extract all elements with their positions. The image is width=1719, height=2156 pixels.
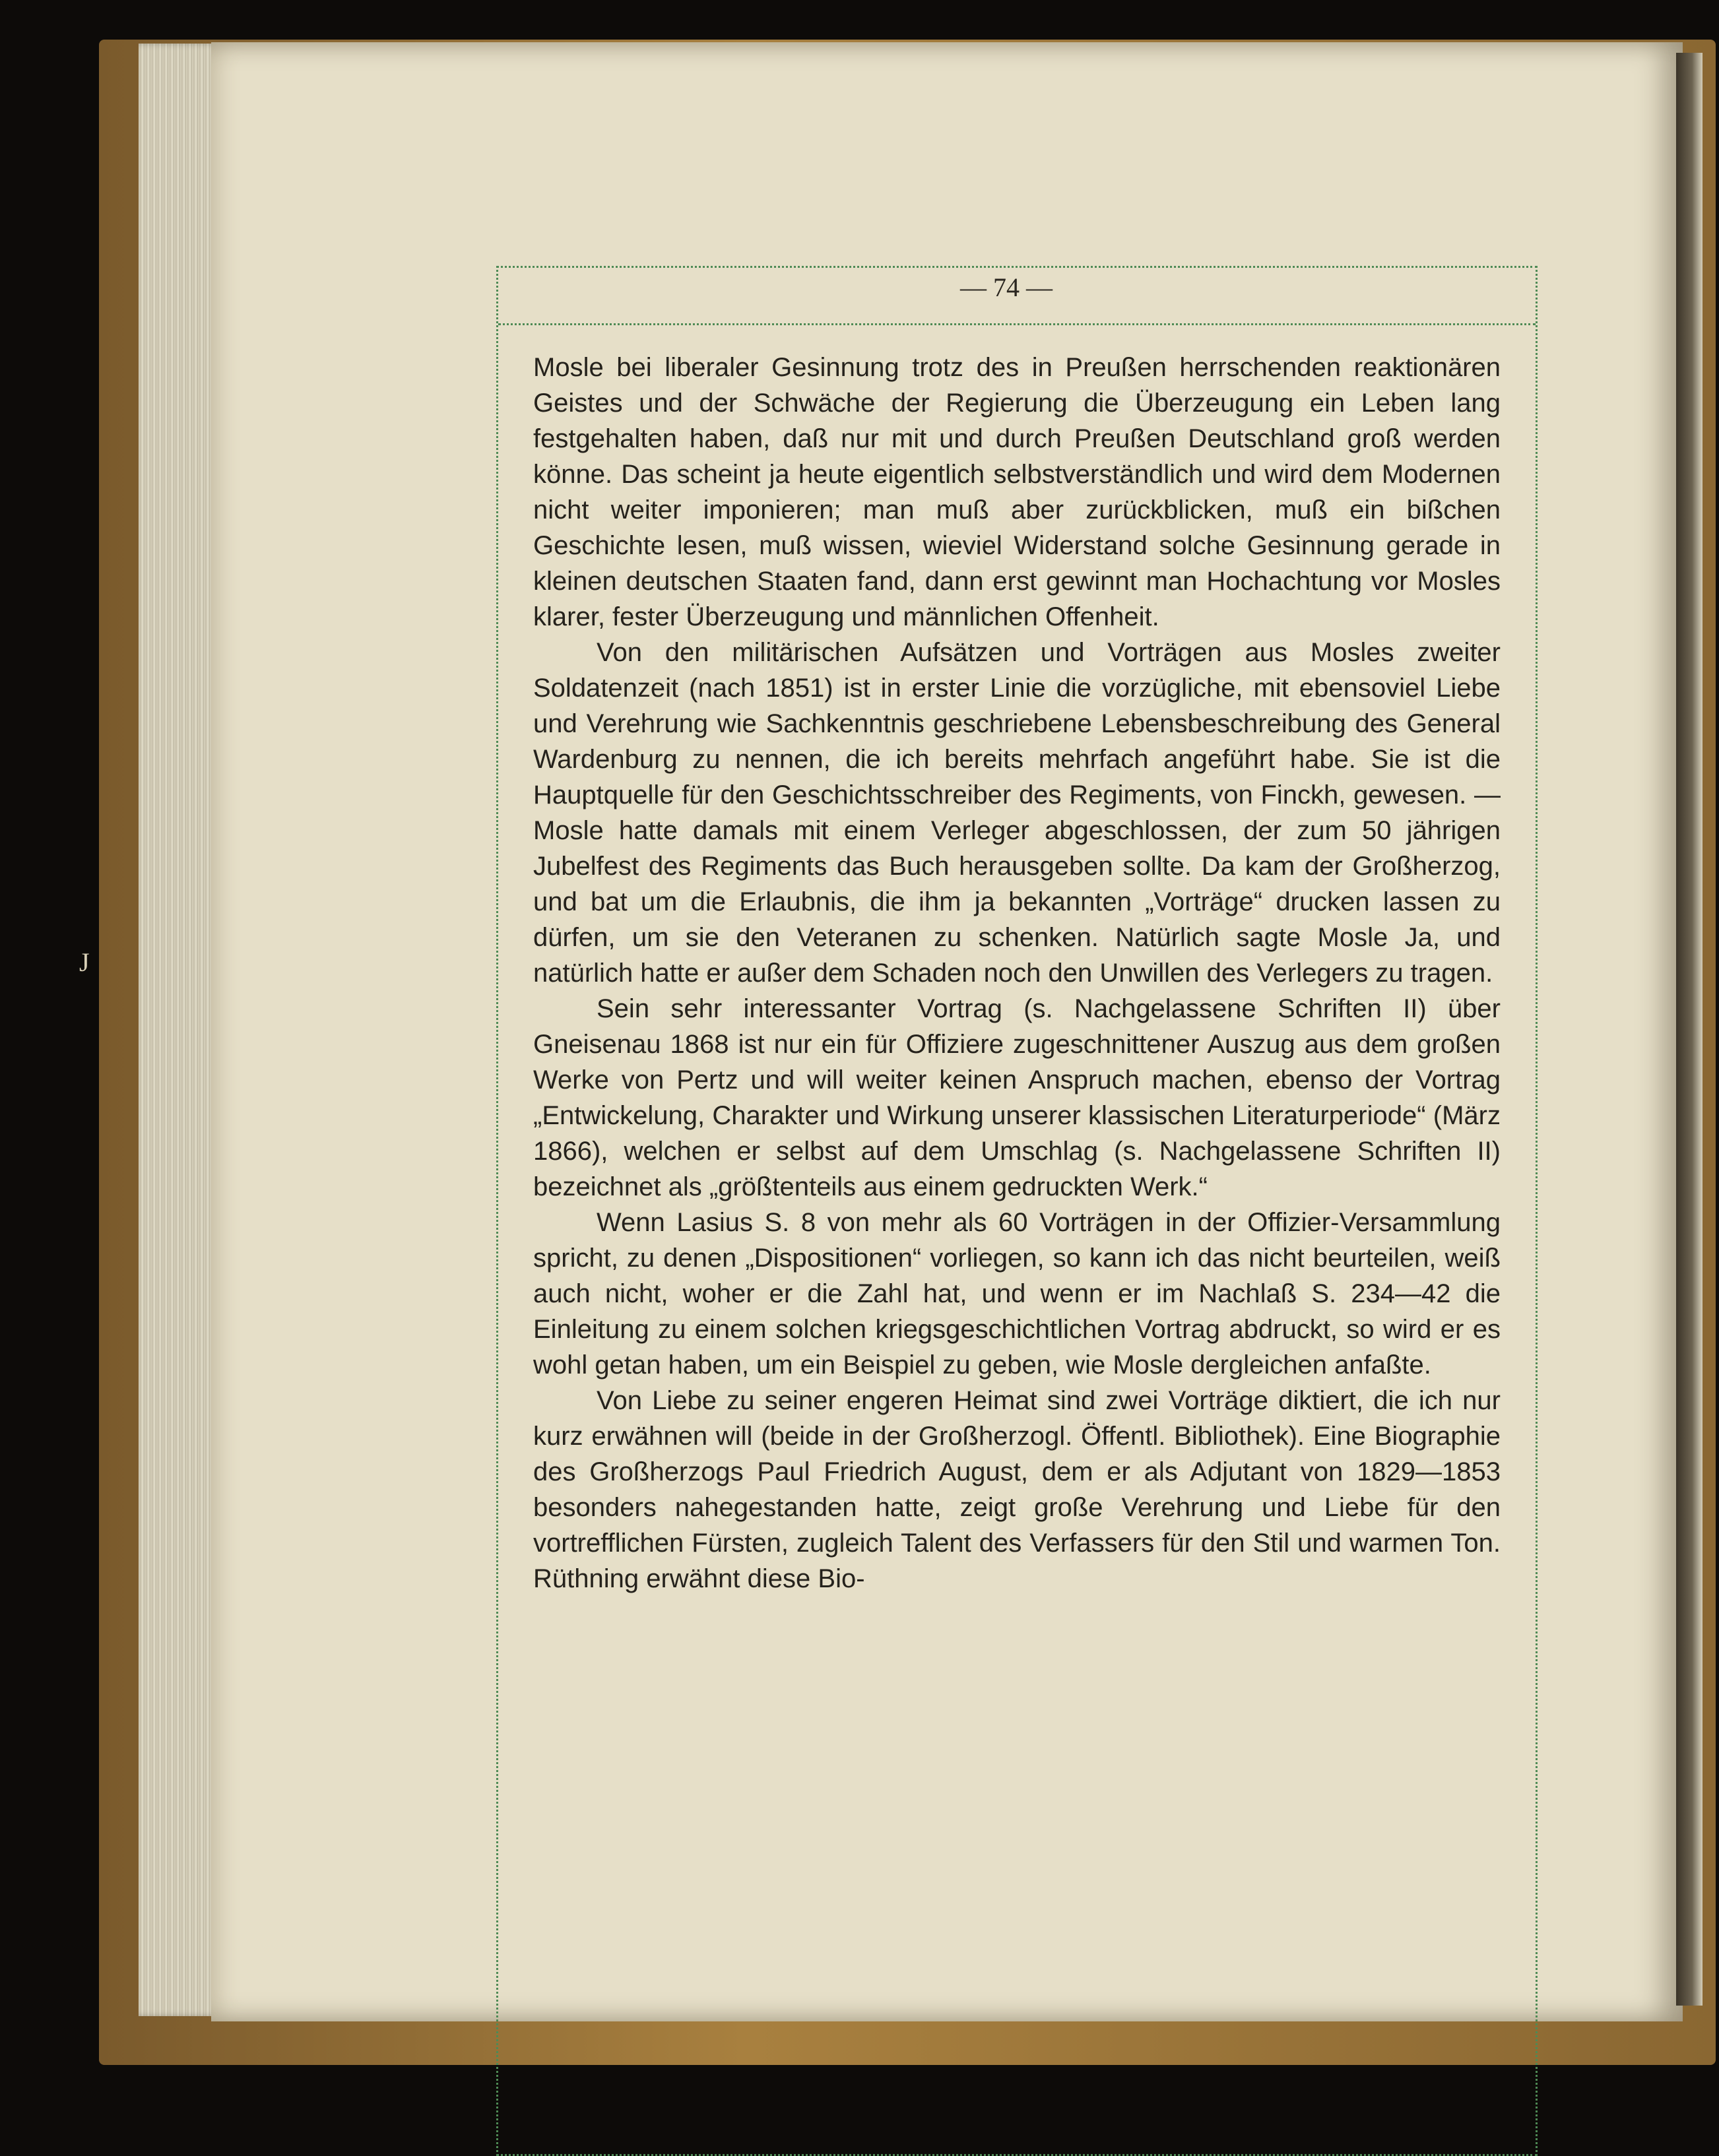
- paragraph-3: Sein sehr interessanter Vortrag (s. Nachgelassene Schriften II) über Gneisenau 1868 ist nur ein für Offiziere zugeschnittener Auszug aus dem großen Werke von Pertz und will weiter keinen Anspruch machen, ebenso der Vortrag „Entwickelung, Charakter und Wirkung unserer klassischen Literaturperiode“ (März 1866), welchen er selbst auf dem Umschlag (s. Nachgelassene Schriften II) bezeichnet als „größtenteils aus einem gedruckten Werk.“: [533, 994, 1501, 1201]
- book-gutter: [1676, 53, 1703, 2006]
- paragraph-2: Von den militärischen Aufsätzen und Vorträgen aus Mosles zweiter Soldatenzeit (nach 1851) ist in erster Linie die vorzügliche, mit ebensoviel Liebe und Verehrung wie Sachkenntnis geschriebene Lebensbeschreibung des General Wardenburg zu nennen, die ich bereits mehrfach angeführt habe. Sie ist die Hauptquelle für den Geschichtsschreiber des Regiments, von Finckh, gewesen. — Mosle hatte damals mit einem Verleger abgeschlossen, der zum 50 jährigen Jubelfest des Regiments das Buch herausgeben sollte. Da kam der Großherzog, und bat um die Erlaubnis, die ihm ja bekannten „Vorträge“ drucken lassen zu dürfen, um sie den Veteranen zu schenken. Natürlich sagte Mosle Ja, und natürlich hatte er außer dem Schaden noch den Unwillen des Verlegers zu tragen.: [533, 638, 1501, 988]
- header-rule: [498, 323, 1536, 325]
- page-number: — 74 —: [960, 272, 1053, 302]
- body-text: [533, 350, 1501, 1597]
- paragraph-4: Wenn Lasius S. 8 von mehr als 60 Vorträgen in der Offizier-Versammlung spricht, zu denen „Dispositionen“ vorliegen, so kann ich das nicht beurteilen, weiß auch nicht, woher er die Zahl hat, und wenn er im Nachlaß S. 234—42 die Einleitung zu einem solchen kriegsgeschichtlichen Vortrag abdruckt, so wird er es wohl getan haben, um ein Beispiel zu geben, wie Mosle dergleichen anfaßte.: [533, 1208, 1501, 1379]
- paragraph-1: Mosle bei liberaler Gesinnung trotz des in Preußen herrschenden reaktionären Geistes und der Schwäche der Regierung die Überzeugung ein Leben lang festgehalten haben, daß nur mit und durch Preußen Deutschland groß werden könne. Das scheint ja heute eigentlich selbstverständlich und wird dem Modernen nicht weiter imponieren; man muß aber zurückblicken, muß ein bißchen Geschichte lesen, muß wissen, wieviel Widerstand solche Gesinnung gerade in kleinen deutschen Staaten fand, dann erst gewinnt man Hochachtung vor Mosles klarer, fester Überzeugung und männlichen Offenheit.: [533, 353, 1501, 631]
- margin-mark: J: [79, 947, 90, 977]
- paragraph-5: Von Liebe zu seiner engeren Heimat sind zwei Vorträge diktiert, die ich nur kurz erwähnen will (beide in der Großherzogl. Öffentl. Bibliothek). Eine Biographie des Großherzogs Paul Friedrich August, dem er als Adjutant von 1829—1853 besonders nahegestanden hatte, zeigt große Verehrung und Liebe für den vortrefflichen Fürsten, zugleich Talent des Verfassers für den Stil und warmen Ton. Rüthning erwähnt diese Bio-: [533, 1386, 1501, 1593]
